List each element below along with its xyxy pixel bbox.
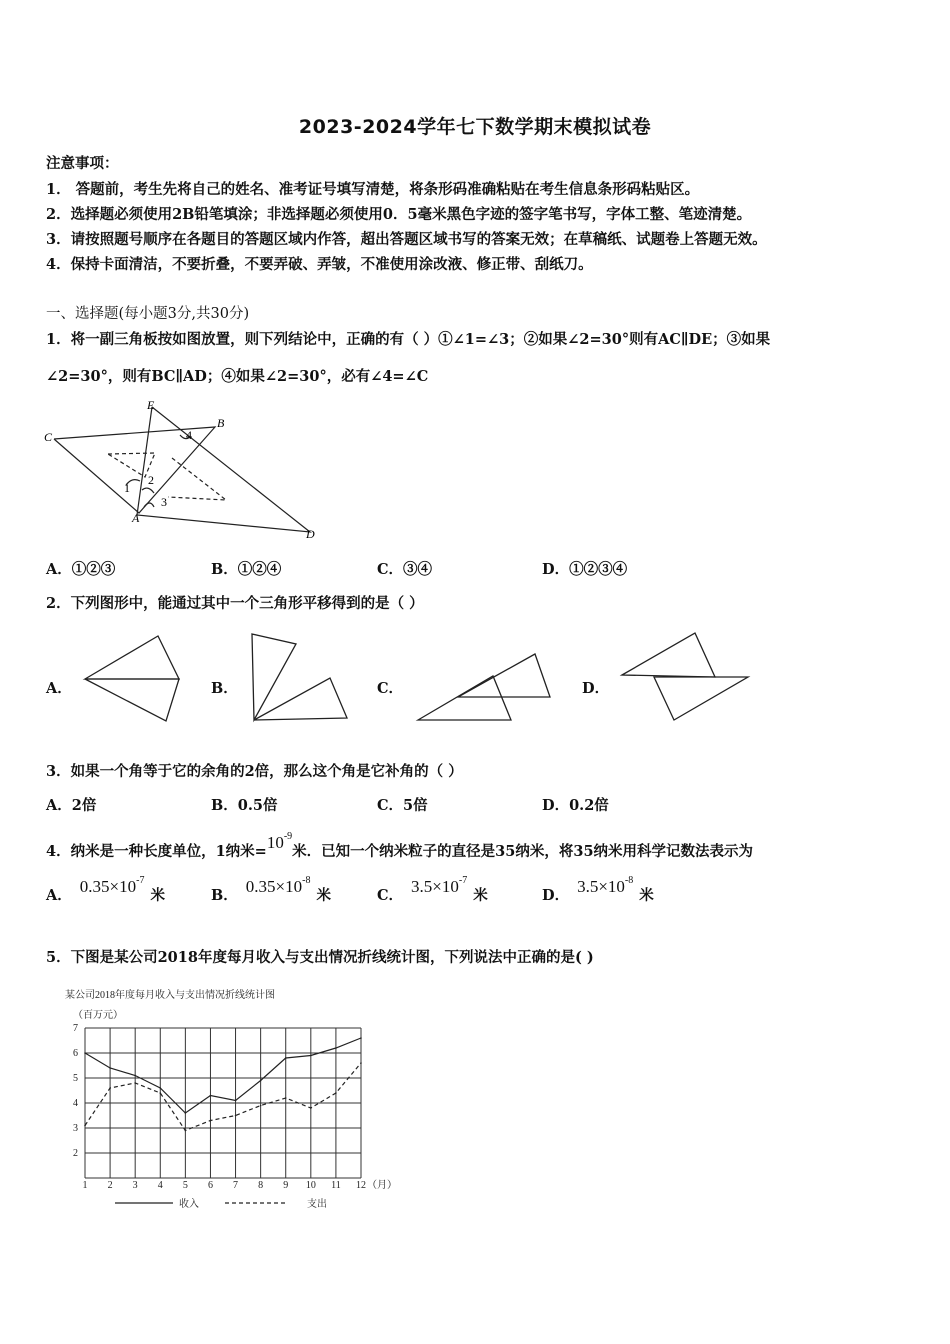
chart-x-tick: 2 xyxy=(107,1180,113,1191)
q2-label-b[interactable]: B． xyxy=(211,680,238,697)
q1-label-c: C xyxy=(44,430,53,444)
q1-text-line2: ∠2=30°，则有BC∥AD；④如果∠2=30°，必有∠4=∠C xyxy=(46,368,429,385)
chart-point xyxy=(84,1052,86,1054)
chart-y-tick: 6 xyxy=(73,1048,78,1059)
chart-point xyxy=(285,1097,287,1099)
chart-xlabel: （月） xyxy=(367,1180,397,1191)
q4-option-c[interactable] xyxy=(377,875,488,905)
chart-point xyxy=(159,1092,161,1094)
q1-label-4: 4 xyxy=(186,428,192,442)
chart-point xyxy=(260,1105,262,1107)
q2-label-c[interactable]: C． xyxy=(377,680,404,697)
q1-option-a[interactable]: A．①②③ xyxy=(46,561,116,578)
section-heading: 一、选择题(每小题3分,共30分) xyxy=(46,306,250,322)
chart-x-tick: 7 xyxy=(233,1180,239,1191)
chart-point xyxy=(335,1092,337,1094)
q3-option-a[interactable]: A．2倍 xyxy=(46,797,97,814)
chart-x-tick: 4 xyxy=(157,1180,163,1191)
chart-legend-expense: 支出 xyxy=(307,1199,327,1210)
chart-x-tick: 11 xyxy=(331,1180,341,1191)
chart-point xyxy=(285,1057,287,1059)
chart-point xyxy=(260,1080,262,1082)
chart-point xyxy=(109,1067,111,1069)
chart-point xyxy=(310,1107,312,1109)
q4-option-c-exp: -7 xyxy=(458,875,468,886)
q4-text xyxy=(46,831,754,861)
chart-y-tick: 7 xyxy=(73,1023,78,1034)
q1-label-1: 1 xyxy=(124,481,130,495)
q4-option-a[interactable] xyxy=(46,875,165,905)
q4-option-d[interactable] xyxy=(542,875,654,905)
q5-line-chart xyxy=(55,982,415,1222)
chart-point xyxy=(360,1037,362,1039)
q4-option-b[interactable] xyxy=(211,875,331,905)
q1-label-2: 2 xyxy=(148,473,154,487)
chart-y-tick: 2 xyxy=(73,1148,78,1159)
chart-point xyxy=(185,1112,187,1114)
q4-option-c-label: C． xyxy=(377,887,404,904)
chart-x-tick: 12 xyxy=(356,1180,366,1191)
chart-legend-income: 收入 xyxy=(179,1199,199,1210)
q1-figure xyxy=(40,395,330,545)
q4-option-c-mant: 3.5×10 xyxy=(411,877,459,896)
chart-x-tick: 10 xyxy=(305,1180,316,1191)
q1-angle2-arc xyxy=(142,488,154,493)
q3-text: 3．如果一个角等于它的余角的2倍，那么这个角是它补角的（ ） xyxy=(46,763,463,780)
q4-option-a-math xyxy=(80,877,145,896)
q4-option-d-unit: 米 xyxy=(639,887,654,904)
notice-heading: 注意事项： xyxy=(46,155,119,172)
q4-option-d-mant: 3.5×10 xyxy=(577,877,625,896)
q1-label-3: 3 xyxy=(161,495,167,509)
notice-item-2: 2．选择题必须使用2B铅笔填涂；非选择题必须使用0．5毫米黑色字迹的签字笔书写，字体工整、笔迹清楚。 xyxy=(46,206,752,223)
q4-power xyxy=(267,833,292,852)
chart-point xyxy=(159,1087,161,1089)
q4-option-b-exp: -8 xyxy=(302,875,311,886)
page-title: 2023-2024学年七下数学期末模拟试卷 xyxy=(298,116,652,138)
q2-label-d[interactable]: D． xyxy=(582,680,610,697)
q4-option-d-exp: -8 xyxy=(624,875,634,886)
chart-x-tick: 5 xyxy=(182,1180,188,1191)
q2-figure-c[interactable] xyxy=(414,650,554,725)
q1-option-c[interactable]: C．③④ xyxy=(377,561,433,578)
q1-label-a: A xyxy=(132,511,140,525)
q2-figure-b[interactable] xyxy=(246,630,356,725)
chart-point xyxy=(134,1082,136,1084)
q4-option-c-unit: 米 xyxy=(473,887,488,904)
q4-option-b-math xyxy=(246,877,311,896)
q4-text-after: 米．已知一个纳米粒子的直径是35纳米，将35纳米用科学记数法表示为 xyxy=(292,843,754,860)
q4-option-a-unit: 米 xyxy=(150,887,165,904)
q4-option-b-mant: 0.35×10 xyxy=(245,877,303,896)
q4-option-a-exp: -7 xyxy=(136,875,145,886)
q1-dashed-2 xyxy=(168,458,226,500)
notice-item-1: 1． 答题前，考生先将自己的姓名、准考证号填写清楚，将条形码准确粘贴在考生信息条形码粘贴区。 xyxy=(46,181,700,198)
chart-point xyxy=(185,1130,187,1132)
chart-point xyxy=(360,1062,362,1064)
q1-label-e: E xyxy=(147,398,155,412)
q4-option-b-label: B． xyxy=(211,887,238,904)
q2-figure-d[interactable] xyxy=(619,630,754,725)
notice-item-3: 3．请按照题号顺序在各题目的答题区域内作答，超出答题区域书写的答案无效；在草稿纸、试题卷上答题无效。 xyxy=(46,231,767,248)
q2-label-a[interactable]: A． xyxy=(46,680,72,697)
q4-option-b-unit: 米 xyxy=(316,887,331,904)
chart-series-income-line xyxy=(85,1038,361,1113)
q4-option-c-math xyxy=(411,877,467,896)
chart-x-tick: 9 xyxy=(283,1180,289,1191)
q3-option-b[interactable]: B．0.5倍 xyxy=(211,797,278,814)
chart-x-tick: 1 xyxy=(82,1180,88,1191)
chart-title: 某公司2018年度每月收入与支出情况折线统计图 xyxy=(65,990,275,1001)
chart-point xyxy=(235,1115,237,1117)
q1-label-b: B xyxy=(217,416,225,430)
q1-option-d[interactable]: D．①②③④ xyxy=(542,561,628,578)
q2-figure-a[interactable] xyxy=(82,632,192,727)
q1-option-b[interactable]: B．①②④ xyxy=(211,561,282,578)
q3-option-c[interactable]: C．5倍 xyxy=(377,797,428,814)
q4-option-d-math xyxy=(577,877,633,896)
q4-power-base: 10 xyxy=(266,833,284,852)
q4-option-a-mant: 0.35×10 xyxy=(79,877,137,896)
chart-point xyxy=(84,1125,86,1127)
chart-ylabel: （百万元） xyxy=(73,1010,123,1021)
chart-x-tick: 6 xyxy=(207,1180,213,1191)
q4-text-before: 4．纳米是一种长度单位，1纳米= xyxy=(46,843,267,860)
chart-point xyxy=(109,1087,111,1089)
chart-point xyxy=(210,1120,212,1122)
q1-text-line1: 1．将一副三角板按如图放置，则下列结论中，正确的有（ ）①∠1=∠3；②如果∠2=30°则有AC∥DE；③如果 xyxy=(46,331,771,348)
chart-point xyxy=(210,1095,212,1097)
notice-item-4: 4．保持卡面清洁，不要折叠，不要弄破、弄皱，不准使用涂改液、修正带、刮纸刀。 xyxy=(46,256,593,273)
chart-x-tick: 8 xyxy=(258,1180,264,1191)
q4-option-d-label: D． xyxy=(542,887,570,904)
chart-point xyxy=(335,1047,337,1049)
q5-text: 5．下图是某公司2018年度每月收入与支出情况折线统计图，下列说法中正确的是( ) xyxy=(46,949,594,966)
chart-y-tick: 4 xyxy=(73,1098,78,1109)
chart-x-tick: 3 xyxy=(132,1180,138,1191)
chart-y-tick: 5 xyxy=(73,1073,78,1084)
chart-point xyxy=(235,1100,237,1102)
chart-y-tick: 3 xyxy=(73,1123,78,1134)
q3-option-d[interactable]: D．0.2倍 xyxy=(542,797,609,814)
q1-label-d: D xyxy=(306,527,315,541)
chart-point xyxy=(134,1075,136,1077)
q4-power-exp: -9 xyxy=(283,831,293,842)
q4-option-a-label: A． xyxy=(46,887,72,904)
q2-text: 2．下列图形中，能通过其中一个三角形平移得到的是（ ） xyxy=(46,595,424,612)
chart-point xyxy=(310,1055,312,1057)
